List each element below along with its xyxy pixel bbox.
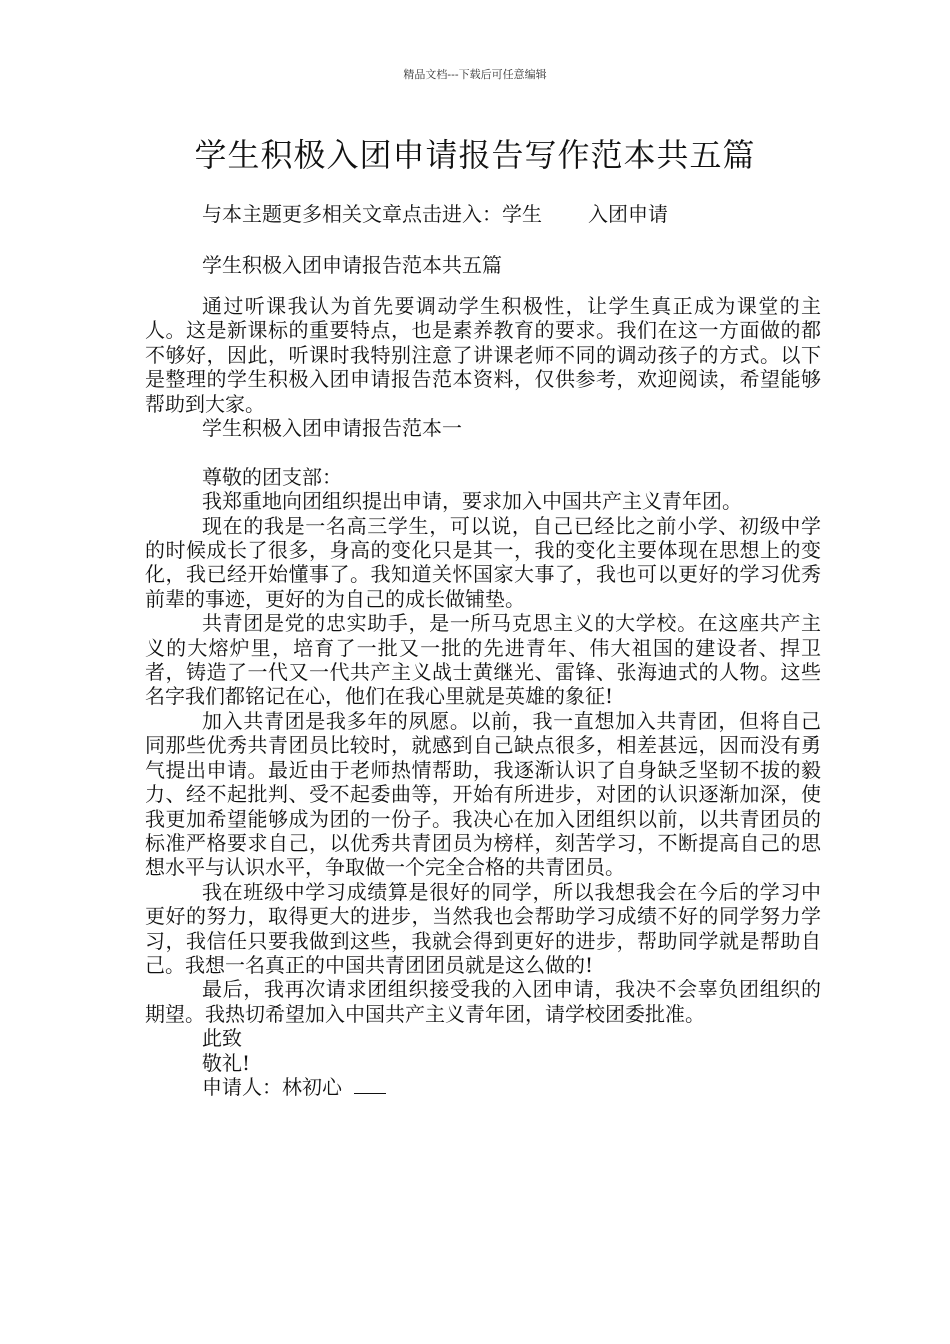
document-subtitle: 学生积极入团申请报告范本共五篇 (202, 253, 502, 277)
applicant-line (145, 1075, 821, 1099)
closing-line-1: 此致 (202, 1026, 242, 1051)
document-body (145, 294, 821, 1099)
body-paragraph: 我在班级中学习成绩算是很好的同学，所以我想我会在今后的学习中更好的努力，取得更大的进步，当然我也会帮助学习成绩不好的同学努力学习，我信任只要我做到这些，我就会得到更好的进步，帮助同学就是帮助自己。我想一名真正的中国共青团团员就是这么做的! (145, 879, 821, 977)
related-prefix: 与本主题更多相关文章点击进入： (202, 202, 502, 226)
header-watermark: 精品文档---下载后可任意编辑 (403, 68, 547, 81)
signature-blank (354, 1075, 386, 1094)
applicant-name: 申请人：林初心 (202, 1074, 342, 1099)
intro-paragraph: 通过听课我认为首先要调动学生积极性，让学生真正成为课堂的主人。这是新课标的重要特点，也是素养教育的要求。我们在这一方面做的都不够好，因此，听课时我特别注意了讲课老师不同的调动孩子的方式。以下是整理的学生积极入团申请报告范本资料，仅供参考，欢迎阅读，希望能够帮助到大家。 (145, 294, 821, 416)
body-paragraph: 加入共青团是我多年的夙愿。以前，我一直想加入共青团，但将自己同那些优秀共青团员比较时，就感到自己缺点很多，相差甚远，因而没有勇气提出申请。最近由于老师热情帮助，我逐渐认识了自身缺乏坚韧不拔的毅力、经不起批判、受不起委曲等，开始有所进步，对团的认识逐渐加深，使我更加希望能够成为团的一份子。我决心在加入团组织以前，以共青团员的标准严格要求自己，以优秀共青团员为榜样，刻苦学习，不断提高自己的思想水平与认识水平，争取做一个完全合格的共青团员。 (145, 708, 821, 880)
section-heading: 学生积极入团申请报告范本一 (202, 416, 462, 441)
body-paragraph: 最后，我再次请求团组织接受我的入团申请，我决不会辜负团组织的期望。我热切希望加入中国共产主义青年团，请学校团委批准。 (145, 977, 821, 1026)
document-title: 学生积极入团申请报告写作范本共五篇 (194, 136, 756, 174)
related-links (202, 198, 668, 227)
body-paragraph: 共青团是党的忠实助手，是一所马克思主义的大学校。在这座共产主义的大熔炉里，培育了一批又一批的先进青年、伟大祖国的建设者、捍卫者，铸造了一代又一代共产主义战士黄继光、雷锋、张海迪式的人物。这些名字我们都铭记在心，他们在我心里就是英雄的象征! (145, 611, 821, 709)
body-paragraph: 现在的我是一名高三学生，可以说，自己已经比之前小学、初级中学的时候成长了很多，身高的变化只是其一，我的变化主要体现在思想上的变化，我已经开始懂事了。我知道关怀国家大事了，我也可以更好的学习优秀前辈的事迹，更好的为自己的成长做铺垫。 (145, 513, 821, 611)
body-paragraph: 我郑重地向团组织提出申请，要求加入中国共产主义青年团。 (202, 489, 742, 514)
related-link-student[interactable]: 学生 (502, 202, 542, 226)
salutation: 尊敬的团支部： (202, 464, 342, 489)
related-link-league-application[interactable]: 入团申请 (588, 202, 668, 226)
closing-line-2: 敬礼! (202, 1050, 251, 1075)
